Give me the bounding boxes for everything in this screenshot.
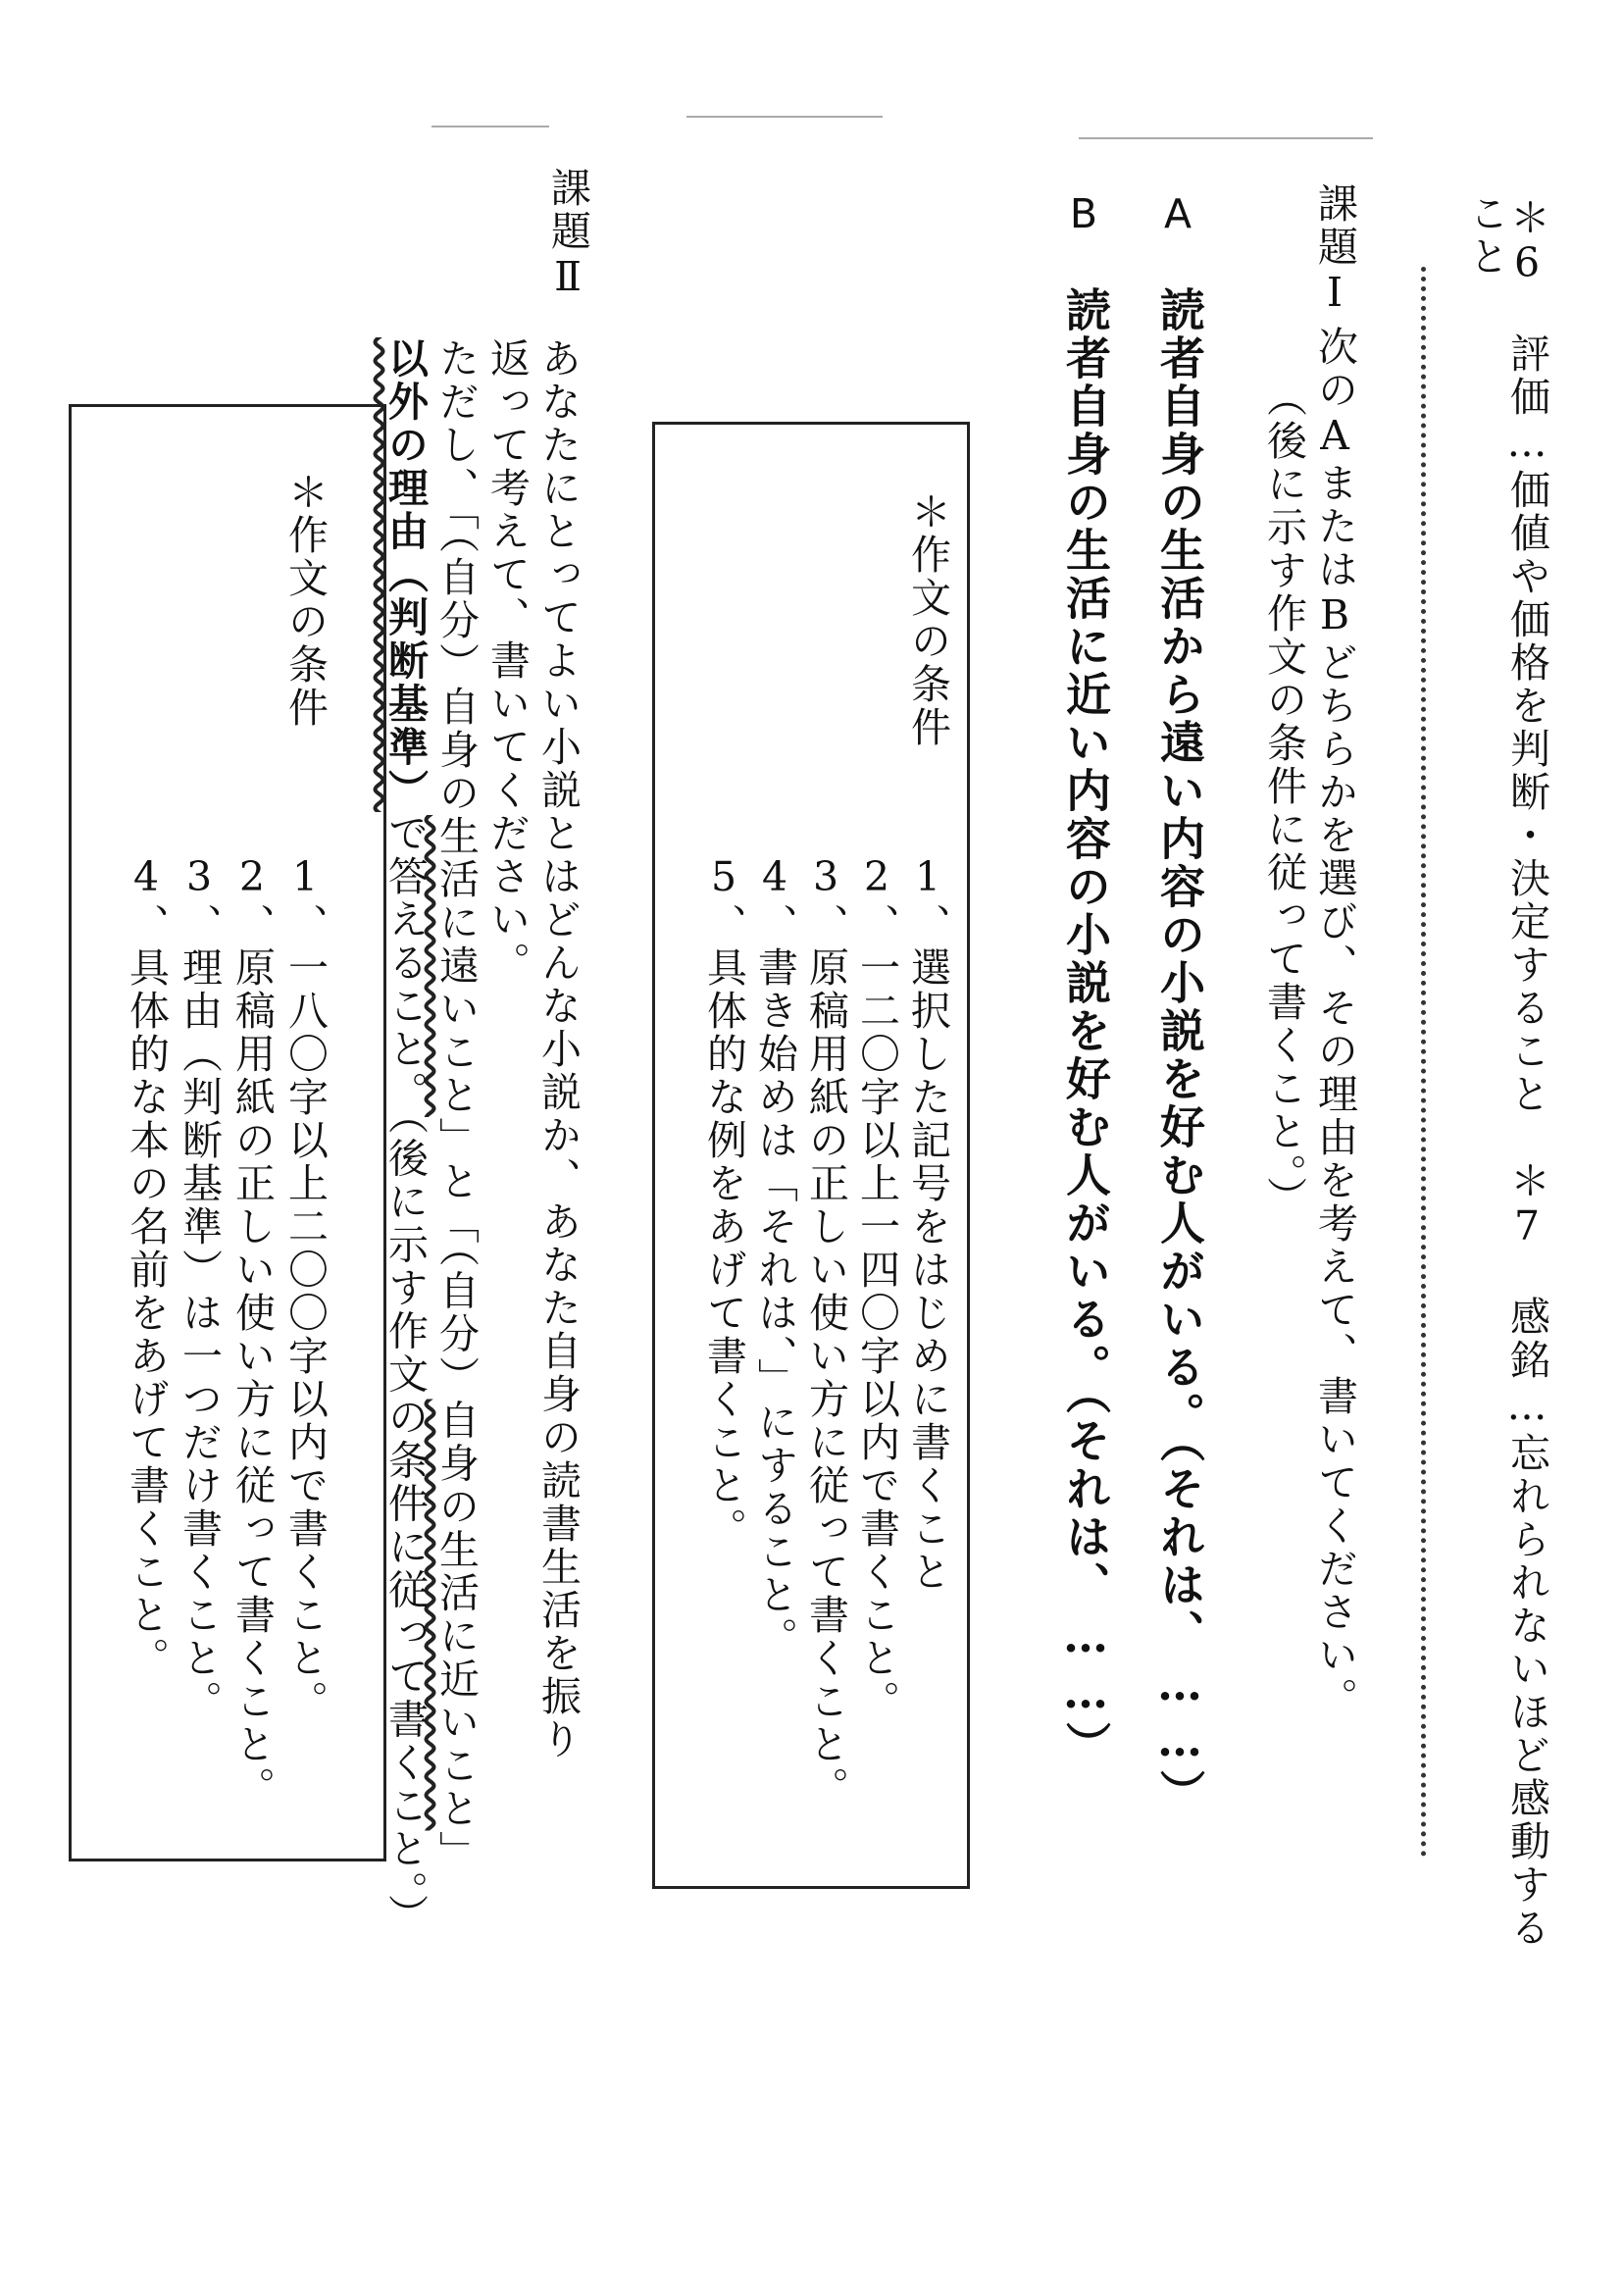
task1-option-b-letter: B bbox=[1060, 190, 1107, 240]
task1-label: 課題Ⅰ bbox=[1311, 182, 1358, 319]
task2-para-line-3-c: 」 bbox=[432, 1830, 480, 1874]
footnote-line-2: こと bbox=[1462, 192, 1509, 279]
task1-condition-4: 4、書き始めは「それは、」にすること。 bbox=[751, 853, 798, 1660]
task1-instruction: 次のAまたはBどちらかを選び、その理由を考えて、書いてください。 bbox=[1311, 326, 1358, 1720]
task1-option-b-text: 読者自身の生活に近い内容の小説を好む人がいる。（それは、……） bbox=[1059, 286, 1112, 1769]
task1-condition-5: 5、具体的な例をあげて書くこと。 bbox=[700, 853, 747, 1551]
task1-condition-1: 1、選択した記号をはじめに書くこと bbox=[904, 853, 951, 1594]
task1-option-a-text: 読者自身の生活から遠い内容の小説を好む人がいる。（それは、……） bbox=[1153, 286, 1206, 1817]
section-divider bbox=[1421, 267, 1426, 1858]
task2-para-line-4 bbox=[381, 337, 429, 1937]
task2-condition-2: 2、原稿用紙の正しい使い方に従って書くこと。 bbox=[228, 853, 276, 1810]
task2-conditions-title: ＊作文の条件 bbox=[281, 471, 329, 730]
task2-other-reason-phrase: 以外の理由（判断基準） bbox=[381, 337, 429, 812]
task1-conditions-title: ＊作文の条件 bbox=[904, 490, 951, 749]
task2-far-from-life-phrase: 生活に遠いこと bbox=[432, 815, 480, 1117]
scan-artifact bbox=[431, 126, 549, 127]
task2-condition-4: 4、具体的な本の名前をあげて書くこと。 bbox=[123, 853, 170, 1680]
task2-condition-3: 3、理由（判断基準）は一つだけ書くこと。 bbox=[176, 853, 223, 1723]
scan-artifact bbox=[1079, 137, 1373, 139]
task1-condition-2: 2、一二〇字以上一四〇字以内で書くこと。 bbox=[853, 853, 900, 1723]
task2-close-to-life-phrase: 自身の生活に近いこと bbox=[432, 1399, 480, 1831]
task2-para-line-1: あなたにとってよい小説とはどんな小説か、あなた自身の読書生活を振り bbox=[534, 337, 582, 1761]
task2-para-line-4-rest: で答えること。（後に示す作文の条件に従って書くこと。） bbox=[381, 812, 429, 1937]
task2-para-line-2: 返って考えて、書いてください。 bbox=[483, 337, 531, 985]
task1-condition-3: 3、原稿用紙の正しい使い方に従って書くこと。 bbox=[802, 853, 849, 1810]
task1-option-a-letter: A bbox=[1154, 190, 1201, 240]
task2-para-line-3-a: ただし、「（自分）自身の bbox=[432, 337, 480, 815]
scan-artifact bbox=[686, 116, 883, 118]
task2-para-line-3 bbox=[432, 337, 480, 1874]
task2-condition-1: 1、一八〇字以上二〇〇字以内で書くこと。 bbox=[281, 853, 329, 1723]
task1-instruction-note: （後に示す作文の条件に従って書くこと。） bbox=[1260, 377, 1307, 1220]
task2-label: 課題Ⅱ bbox=[544, 167, 591, 303]
task2-para-line-3-b: 」と「（自分） bbox=[432, 1117, 480, 1400]
task2-conditions-box bbox=[69, 404, 386, 1861]
footnote-line-1: ＊6 評価…価値や価格を判断・決定すること ＊7 感銘…忘れられないほど感動する bbox=[1503, 196, 1550, 1950]
